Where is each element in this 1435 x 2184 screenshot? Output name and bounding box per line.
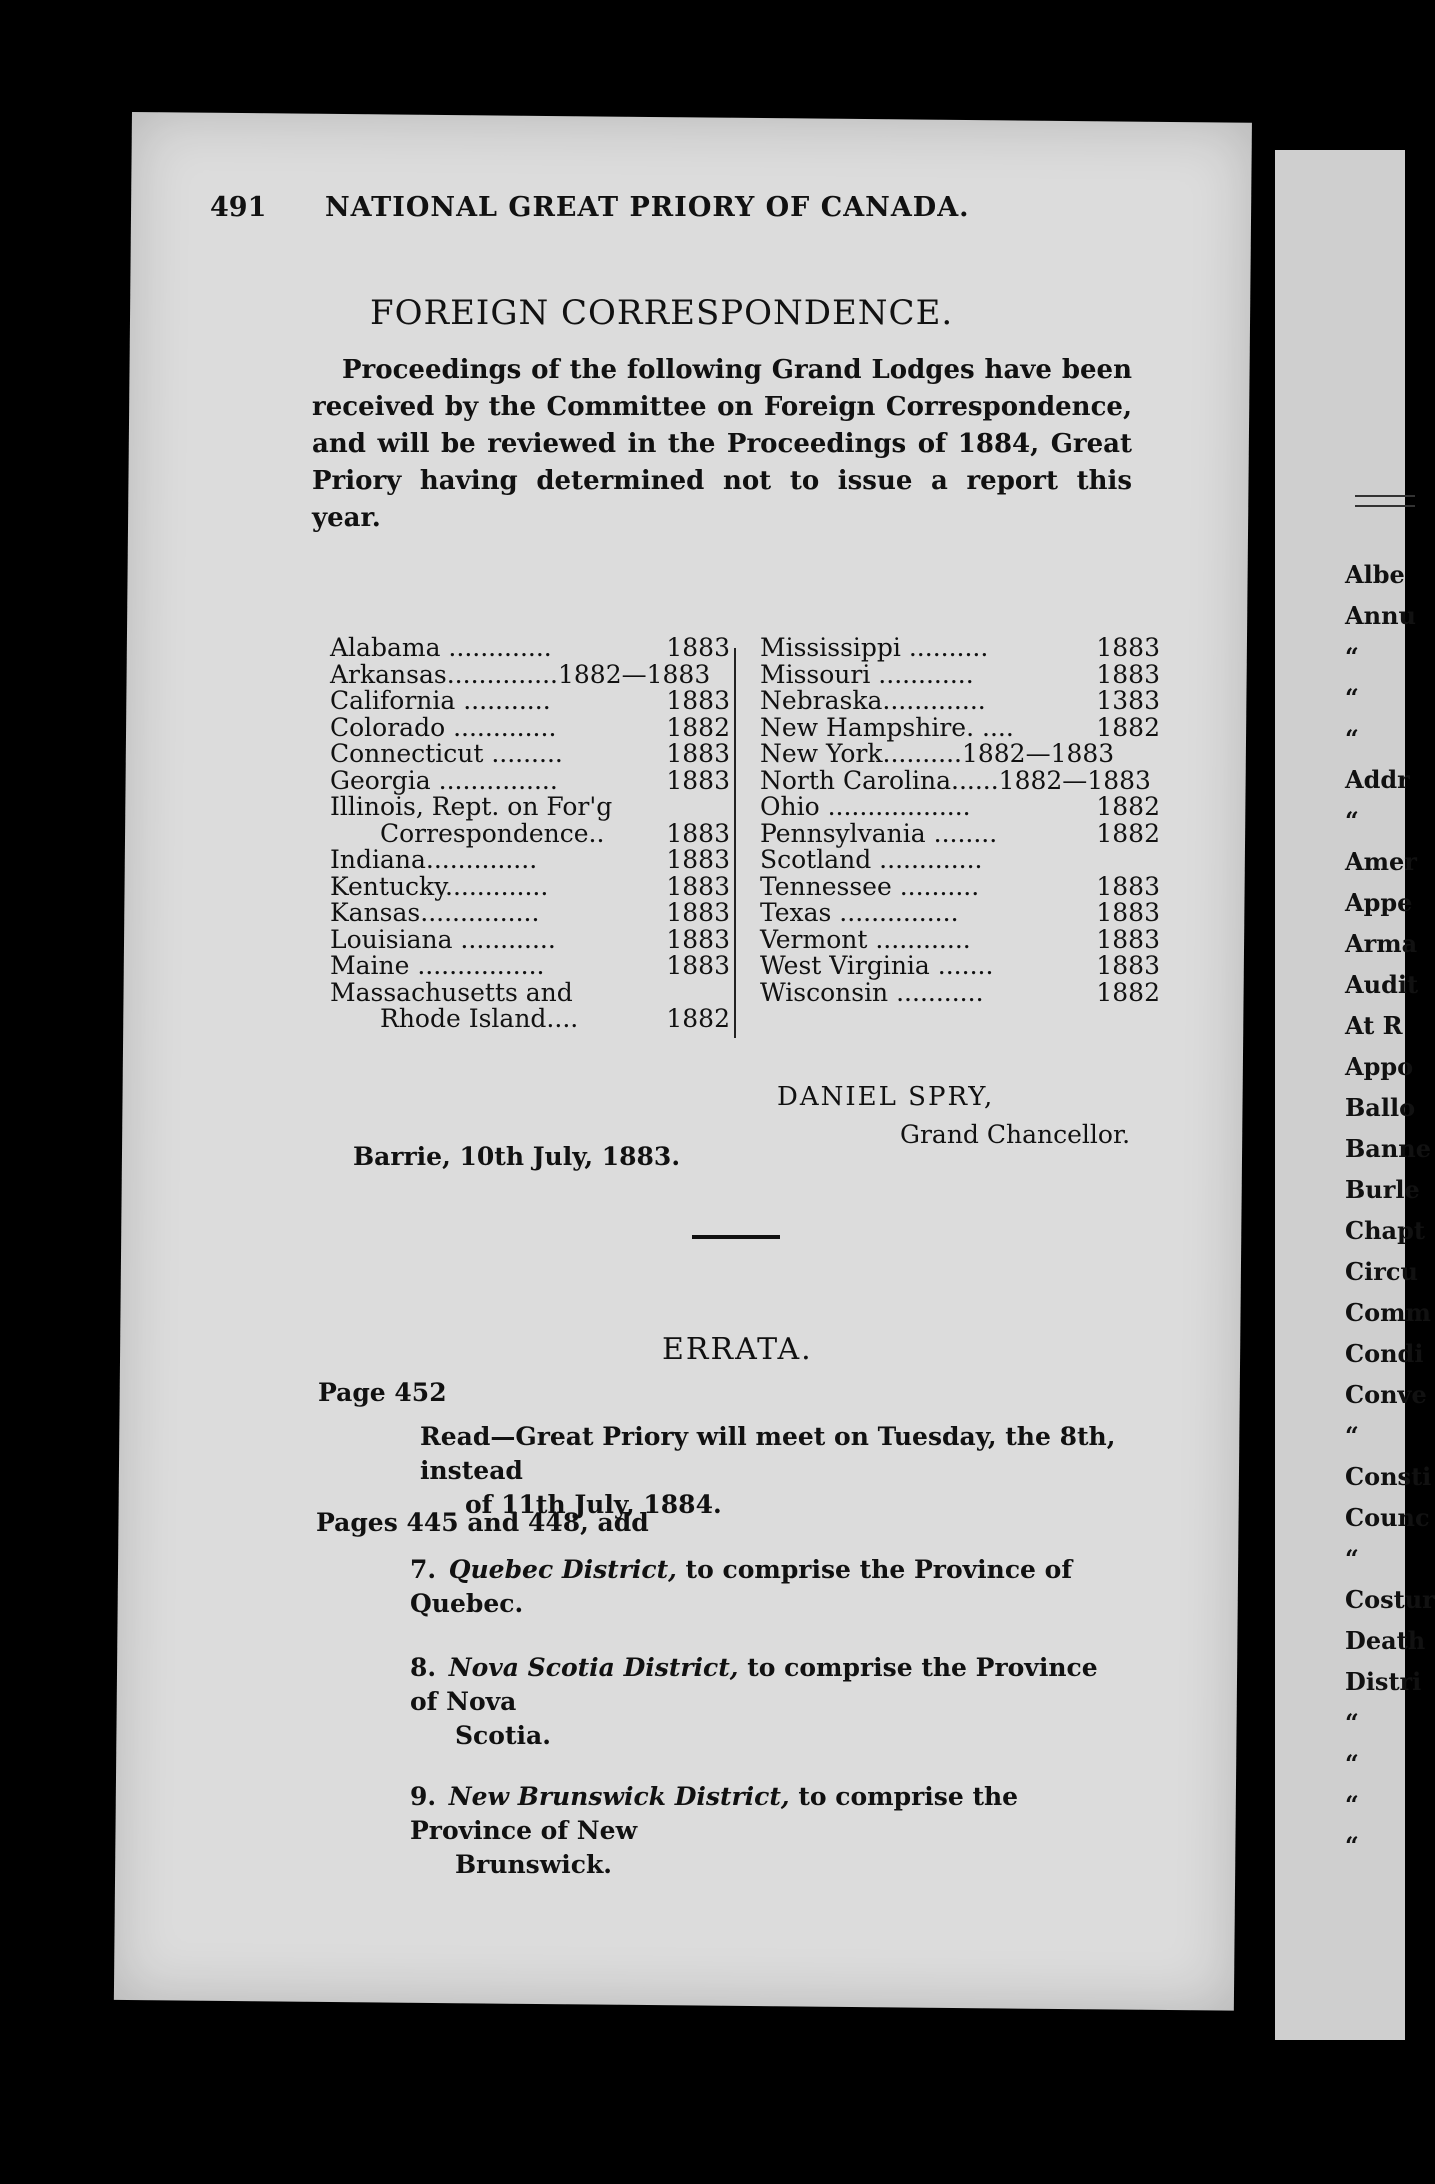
adjacent-index-entry: “ xyxy=(1345,1749,1359,1778)
grand-lodge-year: 1883 xyxy=(666,686,730,715)
column-divider xyxy=(734,648,736,1038)
grand-lodge-year: 1883 xyxy=(1096,898,1160,927)
errata-correction xyxy=(420,1420,1140,1522)
grand-lodge-name: Missouri ............ xyxy=(760,659,974,689)
adjacent-index-entry: Comm xyxy=(1345,1298,1431,1327)
grand-lodge-name: West Virginia ....... xyxy=(760,951,994,980)
grand-lodge-year: 1883 xyxy=(1096,951,1160,980)
grand-lodge-year: 1883 xyxy=(666,898,730,927)
grand-lodge-name: Georgia ............... xyxy=(330,765,558,795)
grand-lodge-entry xyxy=(330,924,730,954)
grand-lodge-name: Correspondence.. xyxy=(380,818,605,848)
errata-page-reference: Page 452 xyxy=(318,1378,447,1407)
errata-correction-line: of 11th July, 1884. xyxy=(465,1490,722,1519)
adjacent-index-entry: “ xyxy=(1345,724,1359,753)
errata-addition-item xyxy=(410,1651,1130,1753)
grand-lodge-year: 1883 xyxy=(666,739,730,768)
adjacent-index-entry: “ xyxy=(1345,1421,1359,1450)
errata-title: ERRATA. xyxy=(662,1332,813,1367)
grand-lodge-name: Texas ............... xyxy=(760,898,959,927)
grand-lodge-year: 1883 xyxy=(666,951,730,980)
grand-lodge-entry xyxy=(760,818,1160,848)
grand-lodge-entry xyxy=(760,871,1160,901)
grand-lodge-entry xyxy=(760,688,1160,715)
intro-paragraph: Proceedings of the following Grand Lodges have been received by the Committee on Foreign Correspondence, and will be reviewed in the Proceedings of 1884, Great Priory having determined not to issue a report this year. xyxy=(312,355,1132,533)
grand-lodge-year: 1883 xyxy=(666,924,730,954)
grand-lodge-entry xyxy=(760,977,1160,1007)
grand-lodge-name: Mississippi .......... xyxy=(760,633,989,662)
grand-lodge-entry xyxy=(330,1006,730,1033)
grand-lodge-name: Wisconsin ........... xyxy=(760,977,984,1007)
adjacent-index-entry: Death xyxy=(1345,1626,1426,1655)
adjacent-index-entry: Appo xyxy=(1345,1052,1414,1081)
adjacent-index-entry: Consti xyxy=(1345,1462,1432,1491)
grand-lodge-entry xyxy=(330,977,730,1007)
grand-lodge-name: Kansas............... xyxy=(330,898,540,927)
grand-lodge-name: Pennsylvania ........ xyxy=(760,818,998,848)
grand-lodge-name: Colorado ............. xyxy=(330,712,557,742)
grand-lodge-year: 1383 xyxy=(1096,686,1160,715)
adjacent-index-entry: Banne xyxy=(1345,1134,1432,1163)
grand-lodge-entry xyxy=(330,818,730,848)
grand-lodge-name: California ........... xyxy=(330,686,551,715)
grand-lodge-year: 1883 xyxy=(666,845,730,874)
grand-lodge-entry xyxy=(760,924,1160,954)
grand-lodge-entry xyxy=(330,847,730,874)
grand-lodge-entry xyxy=(760,953,1160,980)
errata-correction-line: Read—Great Priory will meet on Tuesday, the 8th, instead xyxy=(420,1422,1116,1485)
adjacent-index-entry: Circu xyxy=(1345,1257,1418,1286)
grand-lodge-year: 1882 xyxy=(1096,712,1160,742)
district-name: Nova Scotia District, xyxy=(448,1653,739,1682)
grand-lodge-entry xyxy=(330,635,730,662)
grand-lodge-name: Kentucky............. xyxy=(330,871,549,901)
grand-lodge-name: New York..........1882—1883 xyxy=(760,739,1115,768)
grand-lodge-year: 1883 xyxy=(666,765,730,795)
page-number: 491 xyxy=(210,192,267,223)
item-text-continued: Brunswick. xyxy=(455,1850,612,1879)
adjacent-page xyxy=(1275,150,1435,2040)
grand-lodge-name: New Hampshire. .... xyxy=(760,712,1014,742)
grand-lodge-year: 1883 xyxy=(1096,659,1160,689)
grand-lodges-right-column xyxy=(760,635,1160,1006)
grand-lodge-entry xyxy=(330,900,730,927)
grand-lodge-entry xyxy=(330,712,730,742)
adjacent-index-entry: “ xyxy=(1345,683,1359,712)
grand-lodge-year: 1883 xyxy=(666,633,730,662)
adjacent-index-entry: Addr xyxy=(1345,765,1410,794)
item-number: 8. xyxy=(410,1653,437,1682)
district-name: New Brunswick District, xyxy=(448,1782,790,1811)
adjacent-index-entry: Costur xyxy=(1345,1585,1435,1614)
grand-lodge-entry xyxy=(760,765,1160,795)
grand-lodge-name: Indiana.............. xyxy=(330,845,538,874)
grand-lodge-name: Nebraska............. xyxy=(760,686,986,715)
grand-lodge-name: Scotland ............. xyxy=(760,845,983,874)
grand-lodge-year: 1882 xyxy=(666,712,730,742)
grand-lodge-name: Tennessee .......... xyxy=(760,871,980,901)
section-title: FOREIGN CORRESPONDENCE. xyxy=(370,293,954,333)
grand-lodge-year: 1883 xyxy=(1096,871,1160,901)
grand-lodge-name: Illinois, Rept. on For'g xyxy=(330,792,613,821)
adjacent-index-entry: Albe xyxy=(1345,560,1405,589)
grand-lodge-year: 1882 xyxy=(666,1004,730,1033)
item-number: 7. xyxy=(410,1555,437,1584)
adjacent-index-entry: “ xyxy=(1345,1544,1359,1573)
grand-lodge-name: Vermont ............ xyxy=(760,924,971,954)
adjacent-index-entry: At R xyxy=(1345,1011,1403,1040)
grand-lodge-name: Connecticut ......... xyxy=(330,739,563,768)
adjacent-index-entry: Appe xyxy=(1345,888,1413,917)
grand-lodge-name: Ohio .................. xyxy=(760,792,971,821)
grand-lodge-entry xyxy=(330,741,730,768)
running-title: NATIONAL GREAT PRIORY OF CANADA. xyxy=(325,192,970,223)
adjacent-index-entry: Burle xyxy=(1345,1175,1420,1204)
grand-lodge-entry xyxy=(760,900,1160,927)
adjacent-index-entry: Conve xyxy=(1345,1380,1427,1409)
grand-lodge-year: 1883 xyxy=(1096,924,1160,954)
grand-lodge-year: 1883 xyxy=(1096,633,1160,662)
adjacent-page-index xyxy=(1345,560,1435,1872)
grand-lodge-name: Louisiana ............ xyxy=(330,924,556,954)
adjacent-index-entry: Ballo xyxy=(1345,1093,1416,1122)
grand-lodge-entry xyxy=(330,871,730,901)
adjacent-index-entry: “ xyxy=(1345,1831,1359,1860)
adjacent-index-entry: Amer xyxy=(1345,847,1417,876)
adjacent-index-entry: Annu xyxy=(1345,601,1416,630)
errata-additions xyxy=(410,1553,1130,1909)
adjacent-index-entry: Condi xyxy=(1345,1339,1424,1368)
signatory-name: DANIEL SPRY, xyxy=(777,1082,995,1112)
grand-lodge-year: 1882 xyxy=(1096,818,1160,848)
grand-lodge-year: 1882 xyxy=(1096,977,1160,1007)
place-and-date: Barrie, 10th July, 1883. xyxy=(353,1142,681,1171)
errata-pages-reference: Pages 445 and 448, add xyxy=(316,1508,649,1537)
item-text: to comprise the Province of Nova xyxy=(410,1653,1098,1716)
grand-lodge-year: 1882 xyxy=(1096,792,1160,821)
adjacent-index-entry: Counc xyxy=(1345,1503,1430,1532)
grand-lodge-entry xyxy=(330,765,730,795)
grand-lodge-entry xyxy=(330,953,730,980)
grand-lodge-name: Alabama ............. xyxy=(330,633,552,662)
grand-lodge-name: Maine ................ xyxy=(330,951,545,980)
grand-lodge-entry xyxy=(760,794,1160,821)
grand-lodge-year: 1883 xyxy=(666,871,730,901)
grand-lodge-entry xyxy=(330,794,730,821)
item-number: 9. xyxy=(410,1782,437,1811)
adjacent-index-entry: “ xyxy=(1345,806,1359,835)
signatory-title: Grand Chancellor. xyxy=(900,1120,1131,1149)
grand-lodge-name: North Carolina......1882—1883 xyxy=(760,765,1151,795)
grand-lodge-entry xyxy=(760,712,1160,742)
section-rule xyxy=(692,1235,780,1239)
grand-lodge-entry xyxy=(330,659,730,689)
grand-lodge-name: Arkansas..............1882—1883 xyxy=(330,659,711,689)
item-text: to comprise the Province of Quebec. xyxy=(410,1555,1073,1618)
adjacent-index-entry: “ xyxy=(1345,1708,1359,1737)
item-text: to comprise the Province of New xyxy=(410,1782,1019,1845)
district-name: Quebec District, xyxy=(448,1555,677,1584)
adjacent-index-entry: “ xyxy=(1345,642,1359,671)
adjacent-index-entry: Distri xyxy=(1345,1667,1422,1696)
grand-lodge-name: Massachusetts and xyxy=(330,977,573,1007)
grand-lodge-entry xyxy=(760,635,1160,662)
grand-lodges-left-column xyxy=(330,635,730,1033)
item-text-continued: Scotia. xyxy=(455,1721,551,1750)
grand-lodge-entry xyxy=(760,741,1160,768)
errata-addition-item xyxy=(410,1553,1130,1621)
errata-addition-item xyxy=(410,1780,1130,1882)
grand-lodge-entry xyxy=(760,847,1160,874)
adjacent-page-double-rule xyxy=(1355,495,1415,507)
adjacent-index-entry: Audit xyxy=(1345,970,1419,999)
grand-lodge-entry xyxy=(330,688,730,715)
grand-lodge-name: Rhode Island.... xyxy=(380,1004,579,1033)
grand-lodge-entry xyxy=(760,659,1160,689)
adjacent-index-entry: Arma xyxy=(1345,929,1418,958)
adjacent-index-entry: Chapt xyxy=(1345,1216,1425,1245)
grand-lodge-year: 1883 xyxy=(666,818,730,848)
adjacent-index-entry: “ xyxy=(1345,1790,1359,1819)
